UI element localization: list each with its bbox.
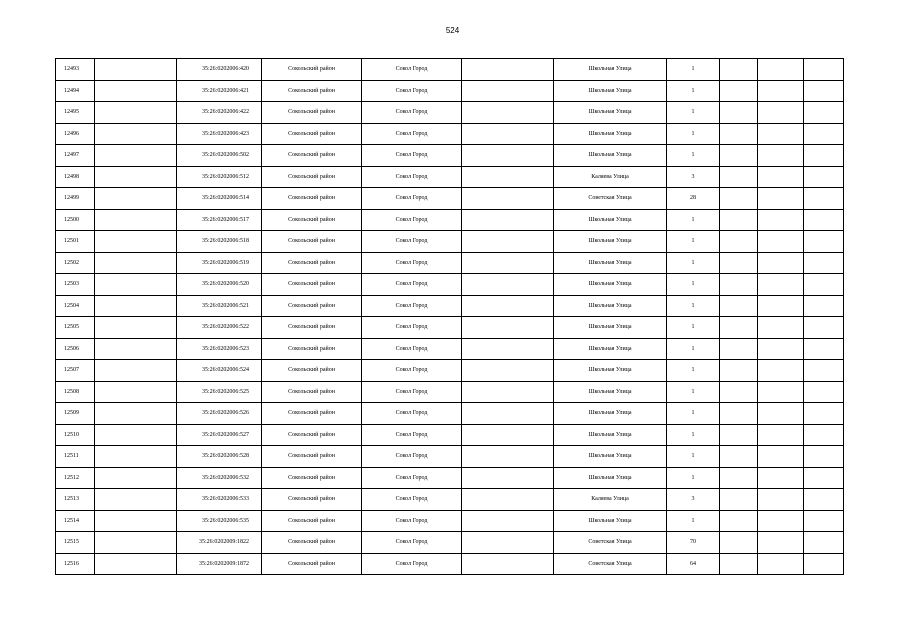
- cell-city: Сокол Город: [362, 231, 462, 253]
- cell-empty: [804, 274, 844, 296]
- cell-empty: [462, 489, 554, 511]
- cell-empty: [462, 166, 554, 188]
- cell-cadastral-number: 35:26:0202006:533: [177, 489, 262, 511]
- table-row: [56, 510, 844, 532]
- cell-cadastral-number: 35:26:0202006:524: [177, 360, 262, 382]
- cell-district: Сокольский район: [262, 123, 362, 145]
- cell-district: Сокольский район: [262, 317, 362, 339]
- cell-cadastral-number: 35:26:0202009:1872: [177, 553, 262, 575]
- table-row: [56, 553, 844, 575]
- cell-record-number: 12515: [56, 532, 95, 554]
- cell-empty: [720, 59, 758, 81]
- cell-house-number: 1: [667, 231, 720, 253]
- cell-empty: [804, 59, 844, 81]
- cell-city: Сокол Город: [362, 424, 462, 446]
- cell-cadastral-number: 35:26:0202006:525: [177, 381, 262, 403]
- cell-record-number: 12511: [56, 446, 95, 468]
- cell-empty: [720, 553, 758, 575]
- cell-house-number: 3: [667, 489, 720, 511]
- cell-cadastral-number: 35:26:0202006:518: [177, 231, 262, 253]
- cell-cadastral-number: 35:26:0202006:422: [177, 102, 262, 124]
- cell-cadastral-number: 35:26:0202006:517: [177, 209, 262, 231]
- cell-city: Сокол Город: [362, 489, 462, 511]
- cell-street: Школьная Улица: [554, 102, 667, 124]
- cell-empty: [758, 80, 804, 102]
- cell-empty: [720, 489, 758, 511]
- table-row: [56, 424, 844, 446]
- cell-record-number: 12506: [56, 338, 95, 360]
- cell-record-number: 12502: [56, 252, 95, 274]
- cell-empty: [758, 274, 804, 296]
- cell-house-number: 3: [667, 166, 720, 188]
- cell-empty: [95, 532, 177, 554]
- cell-street: Школьная Улица: [554, 231, 667, 253]
- cell-empty: [720, 532, 758, 554]
- cell-cadastral-number: 35:26:0202006:502: [177, 145, 262, 167]
- cell-empty: [804, 338, 844, 360]
- cell-house-number: 1: [667, 274, 720, 296]
- cell-district: Сокольский район: [262, 188, 362, 210]
- cell-district: Сокольский район: [262, 467, 362, 489]
- cell-city: Сокол Город: [362, 360, 462, 382]
- cell-district: Сокольский район: [262, 424, 362, 446]
- cell-empty: [95, 252, 177, 274]
- cell-street: Школьная Улица: [554, 403, 667, 425]
- cell-city: Сокол Город: [362, 381, 462, 403]
- register-body: [56, 59, 844, 575]
- cell-house-number: 1: [667, 59, 720, 81]
- cell-empty: [95, 424, 177, 446]
- table-row: [56, 102, 844, 124]
- cell-street: Школьная Улица: [554, 317, 667, 339]
- cell-empty: [720, 252, 758, 274]
- table-row: [56, 360, 844, 382]
- cell-empty: [758, 102, 804, 124]
- cell-house-number: 1: [667, 295, 720, 317]
- cell-cadastral-number: 35:26:0202006:514: [177, 188, 262, 210]
- cell-house-number: 1: [667, 123, 720, 145]
- cell-empty: [462, 80, 554, 102]
- cell-cadastral-number: 35:26:0202006:535: [177, 510, 262, 532]
- cell-cadastral-number: 35:26:0202006:528: [177, 446, 262, 468]
- cell-empty: [462, 209, 554, 231]
- cell-district: Сокольский район: [262, 80, 362, 102]
- cell-house-number: 1: [667, 510, 720, 532]
- cell-record-number: 12495: [56, 102, 95, 124]
- cell-empty: [758, 446, 804, 468]
- cell-empty: [462, 532, 554, 554]
- cell-street: Школьная Улица: [554, 59, 667, 81]
- cell-street: Школьная Улица: [554, 80, 667, 102]
- cell-empty: [758, 166, 804, 188]
- cell-district: Сокольский район: [262, 209, 362, 231]
- cell-cadastral-number: 35:26:0202006:522: [177, 317, 262, 339]
- cell-empty: [804, 360, 844, 382]
- cell-empty: [804, 510, 844, 532]
- cell-empty: [804, 446, 844, 468]
- cell-record-number: 12503: [56, 274, 95, 296]
- cell-street: Школьная Улица: [554, 446, 667, 468]
- cell-empty: [720, 209, 758, 231]
- cell-empty: [720, 510, 758, 532]
- table-row: [56, 381, 844, 403]
- cell-street: Школьная Улица: [554, 467, 667, 489]
- cell-empty: [462, 424, 554, 446]
- cell-empty: [720, 424, 758, 446]
- cell-district: Сокольский район: [262, 102, 362, 124]
- table-row: [56, 317, 844, 339]
- cell-district: Сокольский район: [262, 446, 362, 468]
- cell-empty: [462, 510, 554, 532]
- cell-house-number: 1: [667, 209, 720, 231]
- cell-empty: [758, 381, 804, 403]
- cell-empty: [95, 446, 177, 468]
- cell-empty: [462, 145, 554, 167]
- cell-city: Сокол Город: [362, 102, 462, 124]
- table-row: [56, 532, 844, 554]
- cell-cadastral-number: 35:26:0202006:512: [177, 166, 262, 188]
- cell-empty: [95, 338, 177, 360]
- cell-empty: [758, 123, 804, 145]
- cell-empty: [95, 188, 177, 210]
- table-row: [56, 295, 844, 317]
- cell-street: Школьная Улица: [554, 510, 667, 532]
- cell-cadastral-number: 35:26:0202006:521: [177, 295, 262, 317]
- cell-empty: [95, 295, 177, 317]
- cell-district: Сокольский район: [262, 338, 362, 360]
- cell-empty: [462, 381, 554, 403]
- cell-record-number: 12504: [56, 295, 95, 317]
- table-row: [56, 446, 844, 468]
- cell-street: Школьная Улица: [554, 338, 667, 360]
- cell-cadastral-number: 35:26:0202009:1822: [177, 532, 262, 554]
- cell-street: Школьная Улица: [554, 209, 667, 231]
- cell-city: Сокол Город: [362, 209, 462, 231]
- cell-street: Школьная Улица: [554, 360, 667, 382]
- table-row: [56, 252, 844, 274]
- cell-empty: [758, 403, 804, 425]
- cell-empty: [462, 360, 554, 382]
- cell-cadastral-number: 35:26:0202006:519: [177, 252, 262, 274]
- cell-empty: [720, 338, 758, 360]
- cell-empty: [758, 424, 804, 446]
- cell-house-number: 1: [667, 338, 720, 360]
- cell-empty: [95, 467, 177, 489]
- cell-cadastral-number: 35:26:0202006:532: [177, 467, 262, 489]
- cell-house-number: 70: [667, 532, 720, 554]
- cell-empty: [804, 489, 844, 511]
- cell-street: Каляева Улица: [554, 489, 667, 511]
- table-row: [56, 403, 844, 425]
- cell-street: Советская Улица: [554, 532, 667, 554]
- cell-empty: [462, 123, 554, 145]
- register-table: [55, 58, 844, 575]
- cell-record-number: 12509: [56, 403, 95, 425]
- table-row: [56, 188, 844, 210]
- page-number: 524: [445, 26, 460, 35]
- cell-empty: [720, 166, 758, 188]
- cell-empty: [720, 145, 758, 167]
- cell-house-number: 28: [667, 188, 720, 210]
- cell-empty: [95, 360, 177, 382]
- cell-empty: [462, 188, 554, 210]
- cell-empty: [462, 274, 554, 296]
- cell-city: Сокол Город: [362, 252, 462, 274]
- table-row: [56, 209, 844, 231]
- cell-empty: [804, 209, 844, 231]
- cell-empty: [804, 102, 844, 124]
- cell-empty: [462, 446, 554, 468]
- cell-city: Сокол Город: [362, 274, 462, 296]
- cell-empty: [758, 295, 804, 317]
- cell-city: Сокол Город: [362, 123, 462, 145]
- cell-district: Сокольский район: [262, 166, 362, 188]
- cell-empty: [95, 209, 177, 231]
- cell-record-number: 12507: [56, 360, 95, 382]
- cell-empty: [462, 252, 554, 274]
- cell-street: Школьная Улица: [554, 274, 667, 296]
- cell-empty: [95, 489, 177, 511]
- cell-empty: [720, 467, 758, 489]
- cell-empty: [462, 467, 554, 489]
- cell-empty: [95, 102, 177, 124]
- cell-house-number: 1: [667, 317, 720, 339]
- cell-record-number: 12493: [56, 59, 95, 81]
- table-row: [56, 274, 844, 296]
- cell-empty: [758, 209, 804, 231]
- cell-empty: [758, 317, 804, 339]
- table-row: [56, 338, 844, 360]
- cell-record-number: 12516: [56, 553, 95, 575]
- cell-empty: [95, 381, 177, 403]
- cell-record-number: 12498: [56, 166, 95, 188]
- cell-empty: [804, 403, 844, 425]
- cell-city: Сокол Город: [362, 510, 462, 532]
- table-row: [56, 59, 844, 81]
- cell-district: Сокольский район: [262, 532, 362, 554]
- cell-district: Сокольский район: [262, 489, 362, 511]
- cell-empty: [804, 381, 844, 403]
- table-row: [56, 123, 844, 145]
- cell-street: Школьная Улица: [554, 252, 667, 274]
- cell-record-number: 12500: [56, 209, 95, 231]
- cell-record-number: 12510: [56, 424, 95, 446]
- cell-cadastral-number: 35:26:0202006:420: [177, 59, 262, 81]
- cell-empty: [462, 231, 554, 253]
- cell-district: Сокольский район: [262, 510, 362, 532]
- cell-empty: [462, 338, 554, 360]
- cell-record-number: 12496: [56, 123, 95, 145]
- cell-street: Каляева Улица: [554, 166, 667, 188]
- cell-empty: [95, 59, 177, 81]
- cell-empty: [804, 80, 844, 102]
- cell-empty: [804, 532, 844, 554]
- cell-empty: [804, 145, 844, 167]
- cell-empty: [462, 295, 554, 317]
- cell-record-number: 12508: [56, 381, 95, 403]
- table-row: [56, 489, 844, 511]
- cell-empty: [804, 188, 844, 210]
- cell-empty: [720, 123, 758, 145]
- cell-empty: [95, 510, 177, 532]
- cell-empty: [462, 317, 554, 339]
- cell-city: Сокол Город: [362, 532, 462, 554]
- cell-street: Школьная Улица: [554, 295, 667, 317]
- cell-city: Сокол Город: [362, 338, 462, 360]
- cell-empty: [462, 102, 554, 124]
- cell-district: Сокольский район: [262, 381, 362, 403]
- cell-empty: [720, 317, 758, 339]
- cell-empty: [462, 553, 554, 575]
- cell-empty: [720, 102, 758, 124]
- cell-empty: [95, 553, 177, 575]
- cell-district: Сокольский район: [262, 145, 362, 167]
- cell-street: Школьная Улица: [554, 381, 667, 403]
- cell-district: Сокольский район: [262, 360, 362, 382]
- cell-empty: [758, 145, 804, 167]
- cell-record-number: 12494: [56, 80, 95, 102]
- cell-district: Сокольский район: [262, 59, 362, 81]
- cell-empty: [720, 80, 758, 102]
- cell-city: Сокол Город: [362, 553, 462, 575]
- cell-house-number: 1: [667, 446, 720, 468]
- cell-street: Советская Улица: [554, 188, 667, 210]
- cell-empty: [804, 231, 844, 253]
- cell-empty: [95, 403, 177, 425]
- cell-district: Сокольский район: [262, 295, 362, 317]
- cell-record-number: 12512: [56, 467, 95, 489]
- cell-street: Школьная Улица: [554, 424, 667, 446]
- cell-house-number: 64: [667, 553, 720, 575]
- cell-empty: [804, 123, 844, 145]
- cell-record-number: 12505: [56, 317, 95, 339]
- cell-house-number: 1: [667, 145, 720, 167]
- cell-district: Сокольский район: [262, 252, 362, 274]
- table-row: [56, 231, 844, 253]
- cell-empty: [720, 188, 758, 210]
- table-row: [56, 467, 844, 489]
- cell-city: Сокол Город: [362, 317, 462, 339]
- cell-city: Сокол Город: [362, 188, 462, 210]
- cell-empty: [804, 295, 844, 317]
- table-row: [56, 145, 844, 167]
- cell-street: Школьная Улица: [554, 123, 667, 145]
- cell-city: Сокол Город: [362, 467, 462, 489]
- table-row: [56, 80, 844, 102]
- cell-empty: [95, 274, 177, 296]
- cell-empty: [804, 467, 844, 489]
- cell-empty: [95, 317, 177, 339]
- cell-cadastral-number: 35:26:0202006:423: [177, 123, 262, 145]
- cell-empty: [758, 467, 804, 489]
- cell-city: Сокол Город: [362, 59, 462, 81]
- cell-empty: [720, 381, 758, 403]
- cell-house-number: 1: [667, 467, 720, 489]
- cell-empty: [758, 252, 804, 274]
- cell-cadastral-number: 35:26:0202006:421: [177, 80, 262, 102]
- cell-house-number: 1: [667, 80, 720, 102]
- cell-empty: [95, 123, 177, 145]
- cell-city: Сокол Город: [362, 446, 462, 468]
- cell-empty: [720, 360, 758, 382]
- cell-cadastral-number: 35:26:0202006:523: [177, 338, 262, 360]
- cell-record-number: 12499: [56, 188, 95, 210]
- cell-cadastral-number: 35:26:0202006:527: [177, 424, 262, 446]
- cell-house-number: 1: [667, 381, 720, 403]
- cell-empty: [804, 166, 844, 188]
- cell-empty: [758, 231, 804, 253]
- cell-empty: [720, 403, 758, 425]
- cell-district: Сокольский район: [262, 274, 362, 296]
- cell-house-number: 1: [667, 360, 720, 382]
- cell-city: Сокол Город: [362, 80, 462, 102]
- cell-street: Школьная Улица: [554, 145, 667, 167]
- cell-empty: [95, 231, 177, 253]
- cell-empty: [720, 274, 758, 296]
- cell-district: Сокольский район: [262, 403, 362, 425]
- cell-empty: [758, 510, 804, 532]
- table-row: [56, 166, 844, 188]
- cell-empty: [758, 553, 804, 575]
- cell-city: Сокол Город: [362, 295, 462, 317]
- cell-empty: [95, 166, 177, 188]
- cell-record-number: 12513: [56, 489, 95, 511]
- cell-district: Сокольский район: [262, 553, 362, 575]
- cell-record-number: 12497: [56, 145, 95, 167]
- cell-house-number: 1: [667, 252, 720, 274]
- cell-record-number: 12514: [56, 510, 95, 532]
- cell-empty: [462, 403, 554, 425]
- cell-empty: [720, 295, 758, 317]
- cell-empty: [758, 489, 804, 511]
- cell-empty: [804, 252, 844, 274]
- cell-empty: [758, 360, 804, 382]
- cell-city: Сокол Город: [362, 166, 462, 188]
- cell-empty: [804, 317, 844, 339]
- cell-empty: [758, 532, 804, 554]
- cell-empty: [462, 59, 554, 81]
- cell-empty: [804, 424, 844, 446]
- cell-house-number: 1: [667, 424, 720, 446]
- cell-empty: [95, 145, 177, 167]
- cell-empty: [758, 59, 804, 81]
- cell-house-number: 1: [667, 403, 720, 425]
- cell-empty: [758, 338, 804, 360]
- cell-cadastral-number: 35:26:0202006:526: [177, 403, 262, 425]
- cell-city: Сокол Город: [362, 403, 462, 425]
- cell-empty: [720, 446, 758, 468]
- cell-empty: [95, 80, 177, 102]
- cell-record-number: 12501: [56, 231, 95, 253]
- cell-empty: [758, 188, 804, 210]
- cell-house-number: 1: [667, 102, 720, 124]
- cell-cadastral-number: 35:26:0202006:520: [177, 274, 262, 296]
- cell-empty: [804, 553, 844, 575]
- cell-empty: [720, 231, 758, 253]
- cell-district: Сокольский район: [262, 231, 362, 253]
- cell-city: Сокол Город: [362, 145, 462, 167]
- cell-street: Советская Улица: [554, 553, 667, 575]
